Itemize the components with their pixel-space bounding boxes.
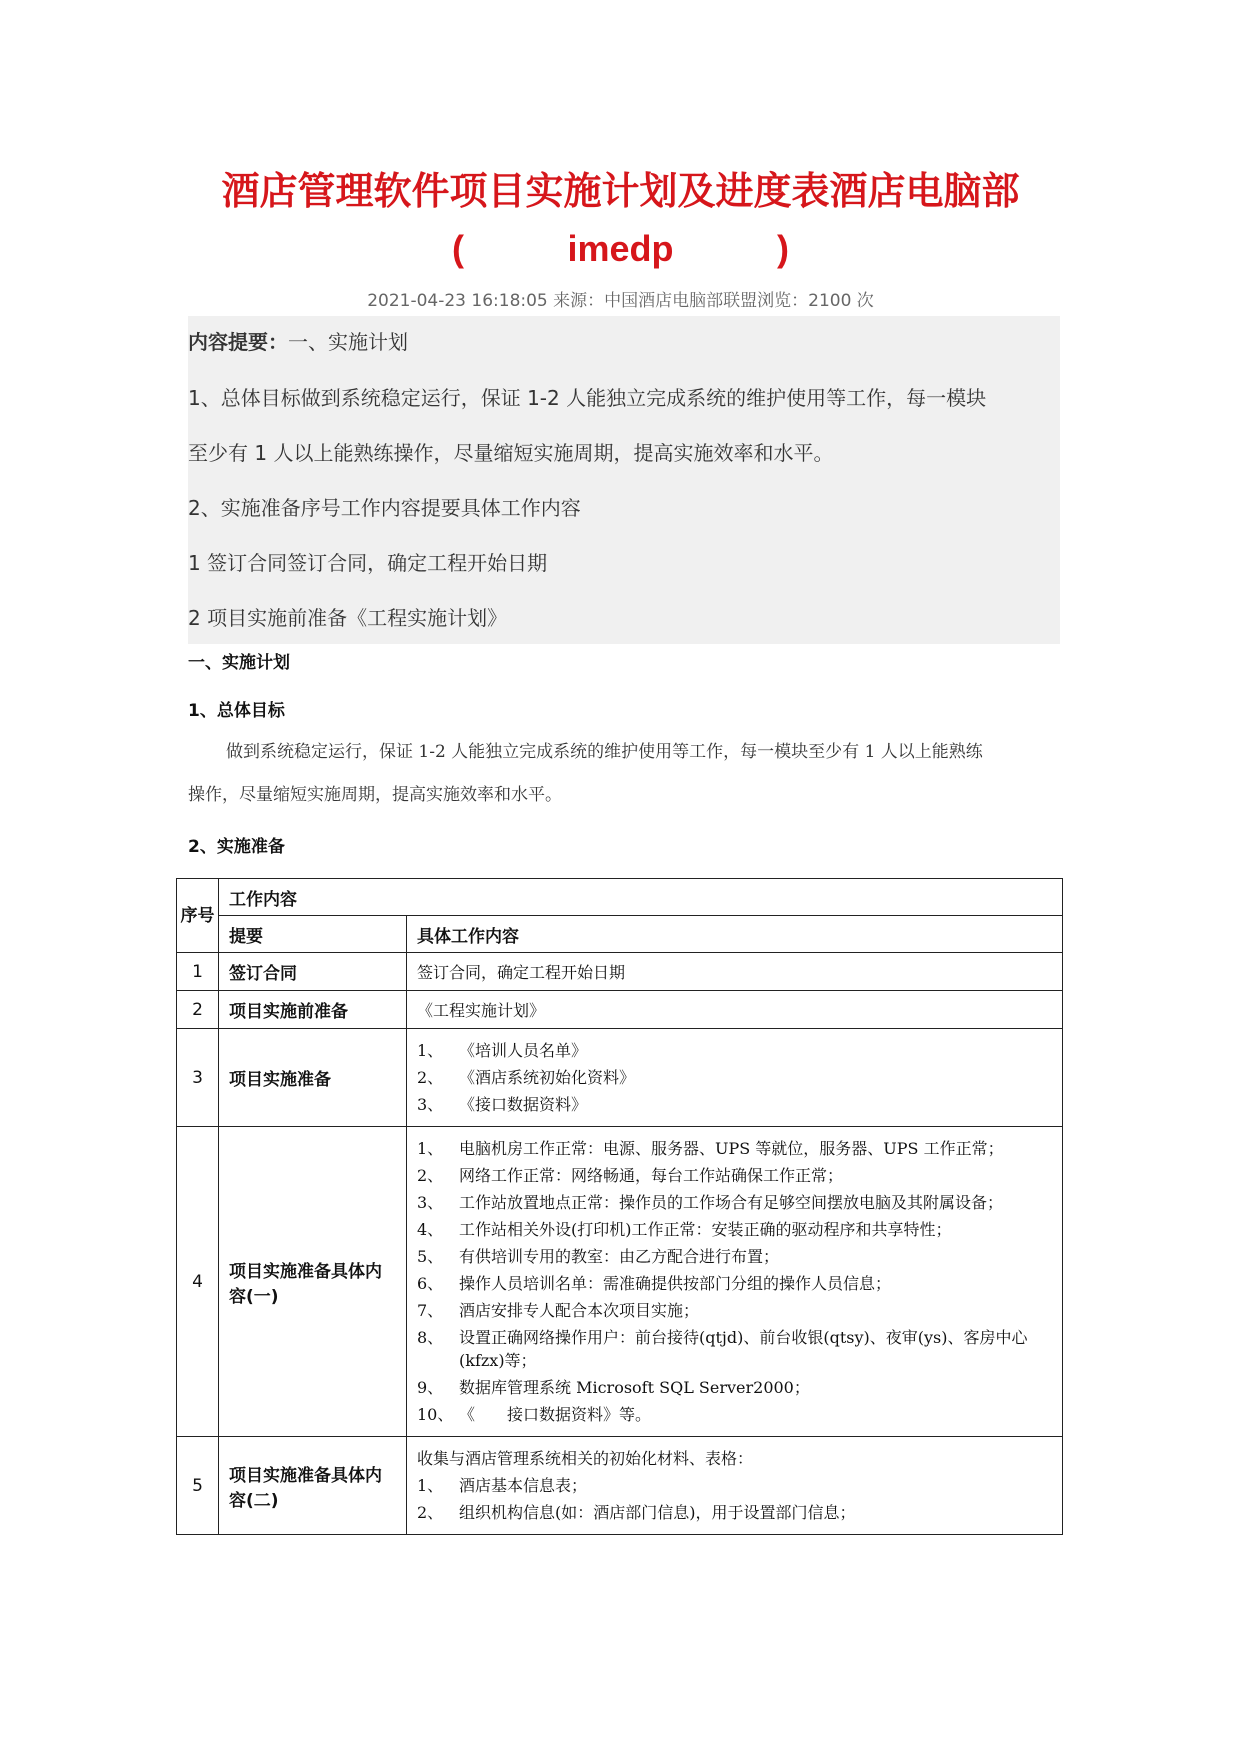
table-row: [177, 1127, 1063, 1437]
summary-line: 至少有 1 人以上能熟练操作，尽量缩短实施周期，提高实施效率和水平。: [188, 441, 834, 465]
table-row: [177, 953, 1063, 991]
row-summary: 项目实施准备具体内容(二): [219, 1437, 407, 1535]
row-summary: 签订合同: [219, 953, 407, 991]
open-paren: (: [452, 228, 464, 269]
list-item: 2、 《酒店系统初始化资料》: [417, 1068, 636, 1087]
list-item: 7、 酒店安排专人配合本次项目实施；: [417, 1301, 700, 1320]
section-heading: 1、总体目标: [188, 701, 285, 721]
summary-line: 2 项目实施前准备《工程实施计划》: [188, 606, 508, 630]
row-number: 2: [177, 991, 219, 1029]
body-paragraph: [188, 731, 1060, 817]
table-header-row: [177, 879, 1063, 916]
header-detail: 具体工作内容: [407, 916, 1063, 953]
table-row: [177, 991, 1063, 1029]
list-item: 2、 组织机构信息(如：酒店部门信息)，用于设置部门信息；: [417, 1503, 856, 1522]
row-detail: [407, 1029, 1063, 1127]
summary-line: 1、总体目标做到系统稳定运行，保证 1-2 人能独立完成系统的维护使用等工作，每一模块: [188, 386, 987, 410]
list-item: 5、 有供培训专用的教室：由乙方配合进行布置；: [417, 1247, 780, 1266]
header-summary: 提要: [219, 916, 407, 953]
paragraph-line: [188, 731, 1060, 774]
paragraph-line: 操作，尽量缩短实施周期，提高实施效率和水平。: [188, 785, 562, 805]
header-work-content: 工作内容: [219, 879, 1063, 916]
list-item: 1、 酒店基本信息表；: [417, 1476, 588, 1495]
list-item: 1、 《培训人员名单》: [417, 1041, 588, 1060]
list-item: 8、 设置正确网络操作用户：前台接待(qtjd)、前台收银(qtsy)、夜审(ys)、客房中心(kfzx)等；: [417, 1328, 1028, 1370]
table-row: [177, 1437, 1063, 1535]
list-item: 3、 《接口数据资料》: [417, 1095, 588, 1114]
document-title-subtitle: [0, 228, 1241, 270]
section-heading: 2、实施准备: [188, 837, 285, 857]
table-row: [177, 1029, 1063, 1127]
row-summary: 项目实施前准备: [219, 991, 407, 1029]
list-item: 6、 操作人员培训名单：需准确提供按部门分组的操作人员信息；: [417, 1274, 892, 1293]
summary-label: 内容提要：: [188, 330, 288, 354]
row-summary: 项目实施准备具体内容(一): [219, 1127, 407, 1437]
list-item: 1、 电脑机房工作正常：电源、服务器、UPS 等就位，服务器、UPS 工作正常；: [417, 1139, 1004, 1158]
list-item: 2、 网络工作正常：网络畅通，每台工作站确保工作正常；: [417, 1166, 844, 1185]
list-item: 10、 《 接口数据资料》等。: [417, 1405, 652, 1424]
header-seq: 序号: [177, 879, 219, 953]
detail-intro: 收集与酒店管理系统相关的初始化材料、表格：: [417, 1449, 754, 1468]
row-number: 4: [177, 1127, 219, 1437]
row-detail: [407, 1127, 1063, 1437]
document-title: 酒店管理软件项目实施计划及进度表酒店电脑部: [221, 169, 1020, 213]
row-number: 3: [177, 1029, 219, 1127]
row-detail: 《工程实施计划》: [407, 991, 1063, 1029]
row-detail: [407, 1437, 1063, 1535]
row-number: 5: [177, 1437, 219, 1535]
summary-line: 2、实施准备序号工作内容提要具体工作内容: [188, 496, 581, 520]
summary-first: 一、实施计划: [288, 330, 408, 354]
article-meta: 2021-04-23 16:18:05 来源：中国酒店电脑部联盟浏览：2100 次: [367, 291, 874, 311]
summary-first-line: [188, 326, 408, 355]
list-item: 9、 数据库管理系统 Microsoft SQL Server2000；: [417, 1378, 810, 1397]
close-paren: ): [777, 228, 789, 269]
list-item: 3、 工作站放置地点正常：操作员的工作场合有足够空间摆放电脑及其附属设备；: [417, 1193, 1004, 1212]
section-heading: 一、实施计划: [188, 653, 290, 673]
row-detail: 签订合同，确定工程开始日期: [407, 953, 1063, 991]
summary-line: 1 签订合同签订合同，确定工程开始日期: [188, 551, 548, 575]
implementation-table: [176, 878, 1063, 1535]
paragraph-text: 做到系统稳定运行，保证 1-2 人能独立完成系统的维护使用等工作，每一模块至少有 1 人以上能熟练: [226, 742, 983, 762]
row-summary: 项目实施准备: [219, 1029, 407, 1127]
row-number: 1: [177, 953, 219, 991]
summary-box: [188, 316, 1060, 644]
title-word: imedp: [567, 228, 674, 269]
table-header-row: [177, 916, 1063, 953]
list-item: 4、 工作站相关外设(打印机)工作正常：安装正确的驱动程序和共享特性；: [417, 1220, 952, 1239]
